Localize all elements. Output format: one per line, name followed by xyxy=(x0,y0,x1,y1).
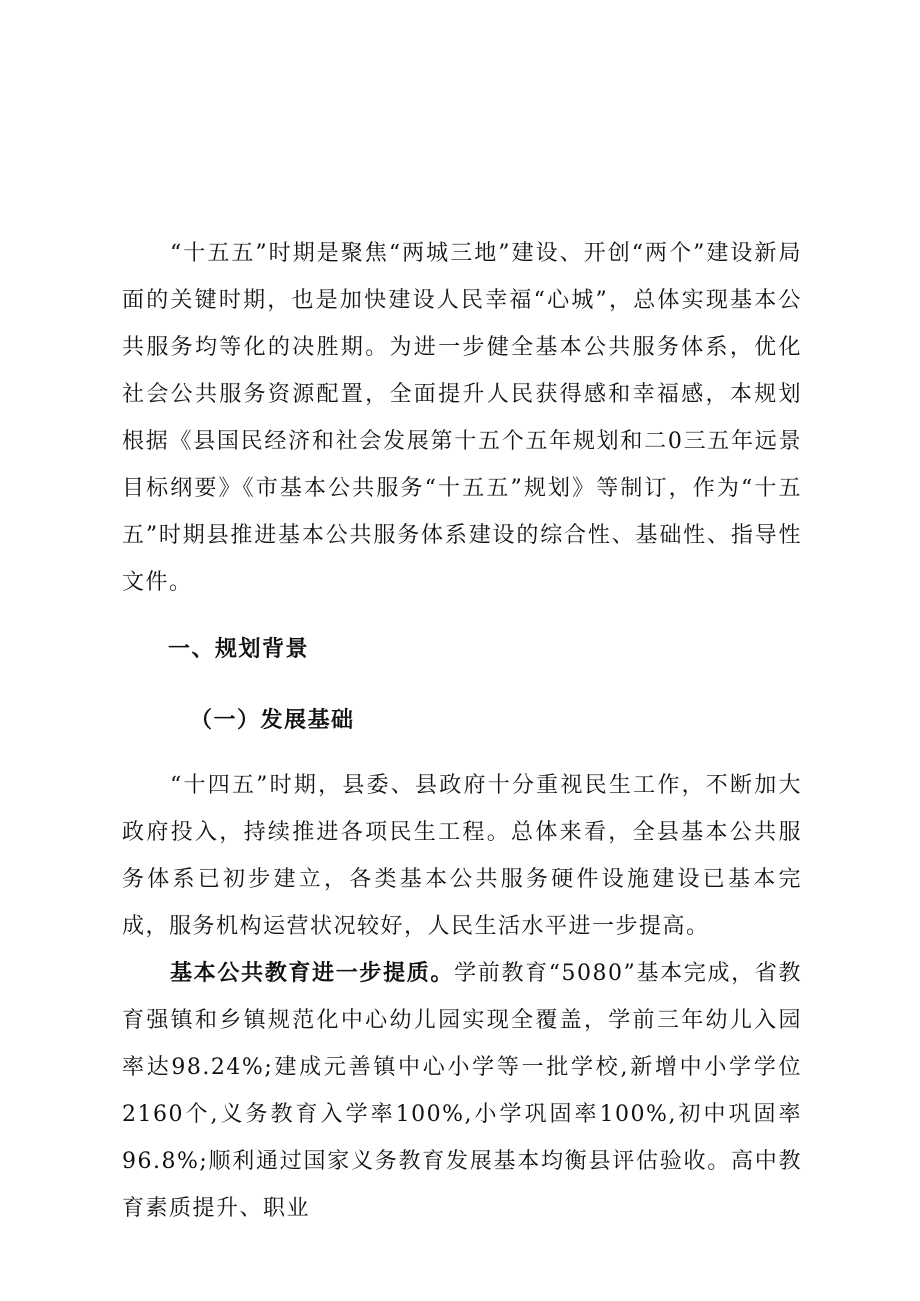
education-body-text: 学前教育“5080”基本完成，省教育强镇和乡镇规范化中心幼儿园实现全覆盖，学前三年幼儿入园率达98.24%;建成元善镇中心小学等一批学校,新增中小学学位2160个,义务教育入学率100%,小学巩固率100%,初中巩固率96.8%;顺利通过国家义务教育发展基本均衡县评估验收。高中教育素质提升、职业 xyxy=(122,961,802,1221)
education-lead-text: 基本公共教育进一步提质。 xyxy=(170,960,455,986)
development-basis-paragraph: “十四五”时期，县委、县政府十分重视民生工作，不断加大政府投入，持续推进各项民生工程。总体来看，全县基本公共服务体系已初步建立，各类基本公共服务硬件设施建设已基本完成，服务机构运营状况较好，人民生活水平进一步提高。 xyxy=(122,773,802,939)
section-heading: 一、规划背景 xyxy=(168,636,310,662)
education-paragraph xyxy=(122,950,802,1232)
intro-paragraph: “十五五”时期是聚焦“两城三地”建设、开创“两个”建设新局面的关键时期，也是加快建设人民幸福“心城”，总体实现基本公共服务均等化的决胜期。为进一步健全基本公共服务体系，优化社会公共服务资源配置，全面提升人民获得感和幸福感，本规划根据《县国民经济和社会发展第十五个五年规划和二0三五年远景目标纲要》《市基本公共服务“十五五”规划》等制订，作为“十五五”时期县推进基本公共服务体系建设的综合性、基础性、指导性文件。 xyxy=(122,241,802,595)
subsection-heading: （一）发展基础 xyxy=(190,707,355,733)
